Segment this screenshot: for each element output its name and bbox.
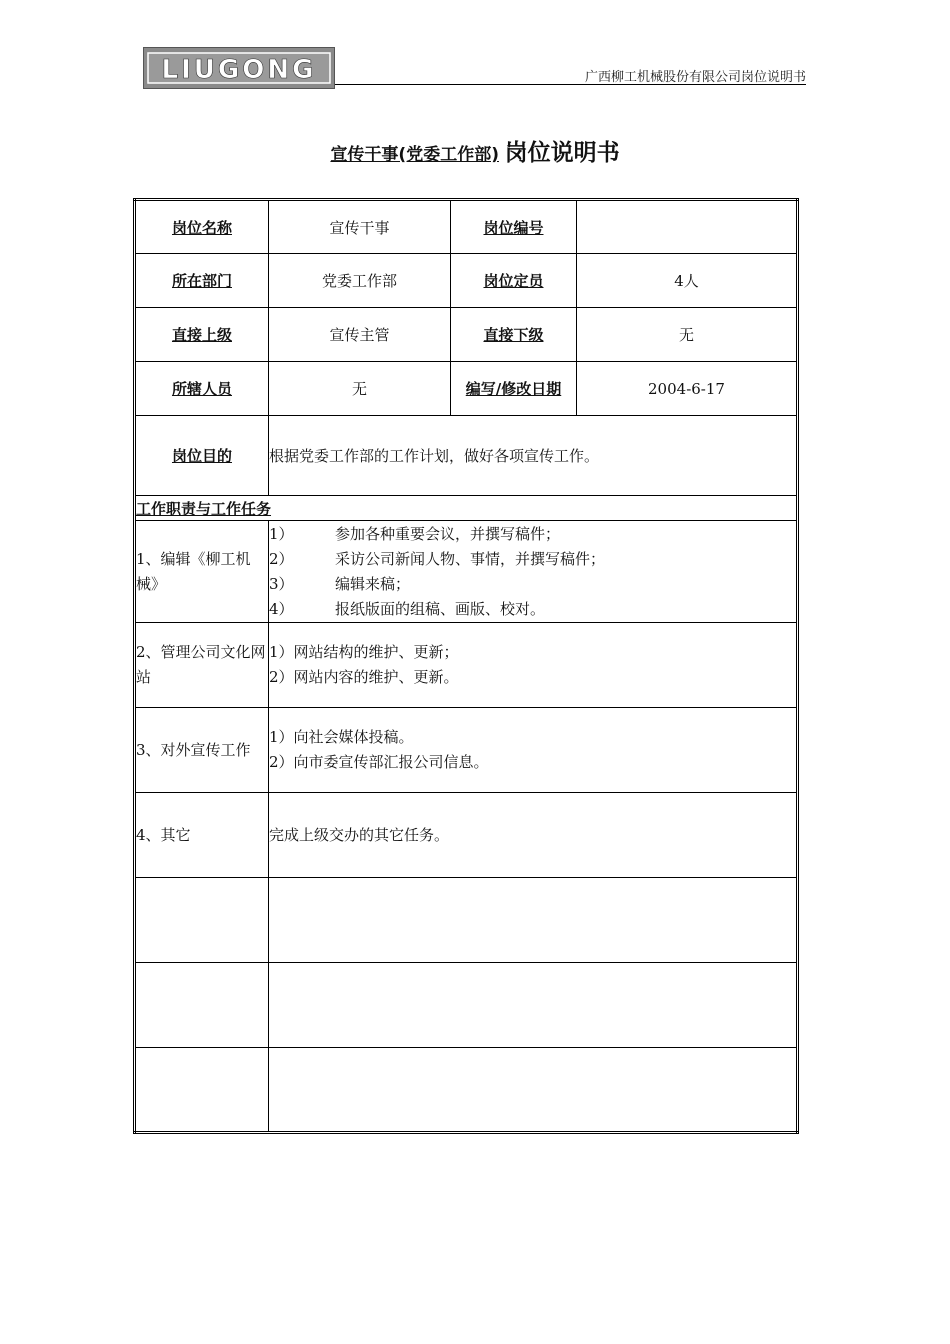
task-number: 3） — [269, 574, 294, 593]
logo-wordmark — [144, 48, 334, 88]
task-line — [269, 572, 796, 597]
empty-cell — [269, 963, 798, 1048]
post-name-value: 宣传干事 — [269, 200, 451, 254]
duty-row-1 — [135, 521, 798, 623]
duties-section-label: 工作职责与工作任务 — [135, 496, 798, 521]
task-number: 4） — [269, 599, 294, 618]
quota-label: 岗位定员 — [451, 254, 577, 308]
page-title — [0, 134, 950, 167]
dept-label: 所在部门 — [135, 254, 269, 308]
task-text: 报纸版面的组稿、画版、校对。 — [335, 599, 546, 618]
row-dept — [135, 254, 798, 308]
duty-row-2 — [135, 623, 798, 708]
empty-row — [135, 1048, 798, 1133]
row-staff — [135, 362, 798, 416]
task-text: 1）向社会媒体投稿。 — [269, 728, 414, 746]
subordinate-value: 无 — [577, 308, 798, 362]
dept-value: 党委工作部 — [269, 254, 451, 308]
date-value: 2004-6-17 — [577, 362, 798, 416]
task-line — [269, 522, 796, 547]
task-line — [269, 547, 796, 572]
task-text: 完成上级交办的其它任务。 — [269, 825, 450, 844]
task-text: 2）网站内容的维护、更新。 — [269, 668, 459, 686]
duty-tasks — [269, 521, 798, 623]
duty-tasks — [269, 793, 798, 878]
task-number: 1） — [269, 524, 294, 543]
task-text: 2）向市委宣传部汇报公司信息。 — [269, 753, 489, 771]
task-text: 参加各种重要会议，并撰写稿件； — [335, 524, 561, 543]
row-superior — [135, 308, 798, 362]
post-code-label: 岗位编号 — [451, 200, 577, 254]
duty-row-4 — [135, 793, 798, 878]
job-description-table — [133, 198, 799, 1134]
empty-cell — [269, 1048, 798, 1133]
superior-value: 宣传主管 — [269, 308, 451, 362]
staff-label: 所辖人员 — [135, 362, 269, 416]
purpose-value: 根据党委工作部的工作计划，做好各项宣传工作。 — [269, 416, 798, 496]
liugong-logo — [143, 47, 335, 89]
empty-row — [135, 963, 798, 1048]
duty-title: 3、对外宣传工作 — [135, 708, 269, 793]
date-label: 编写/修改日期 — [451, 362, 577, 416]
task-text: 编辑来稿； — [335, 574, 411, 593]
empty-cell — [135, 878, 269, 963]
superior-label: 直接上级 — [135, 308, 269, 362]
row-post-name — [135, 200, 798, 254]
duty-tasks — [269, 708, 798, 793]
quota-value: 4人 — [577, 254, 798, 308]
empty-row — [135, 878, 798, 963]
duty-row-3 — [135, 708, 798, 793]
duty-tasks — [269, 623, 798, 708]
title-main: 宣传干事(党委工作部) — [330, 145, 499, 165]
task-line — [269, 597, 796, 622]
empty-cell — [269, 878, 798, 963]
post-code-value — [577, 200, 798, 254]
header-company-doc: 广西柳工机械股份有限公司岗位说明书 — [584, 70, 806, 85]
post-name-label: 岗位名称 — [135, 200, 269, 254]
duty-title: 2、管理公司文化网站 — [135, 623, 269, 708]
logo-text: LIUGONG — [161, 55, 317, 85]
staff-value: 无 — [269, 362, 451, 416]
purpose-label: 岗位目的 — [135, 416, 269, 496]
empty-cell — [135, 963, 269, 1048]
task-text: 1）网站结构的维护、更新； — [269, 643, 459, 661]
task-number: 2） — [269, 549, 294, 568]
empty-cell — [135, 1048, 269, 1133]
duty-title: 4、其它 — [135, 793, 269, 878]
duty-title: 1、编辑《柳工机械》 — [135, 521, 269, 623]
row-purpose — [135, 416, 798, 496]
task-text: 采访公司新闻人物、事情，并撰写稿件； — [335, 549, 606, 568]
subordinate-label: 直接下级 — [451, 308, 577, 362]
header-divider — [335, 84, 806, 85]
title-suffix: 岗位说明书 — [504, 140, 620, 166]
row-duties-section — [135, 496, 798, 521]
